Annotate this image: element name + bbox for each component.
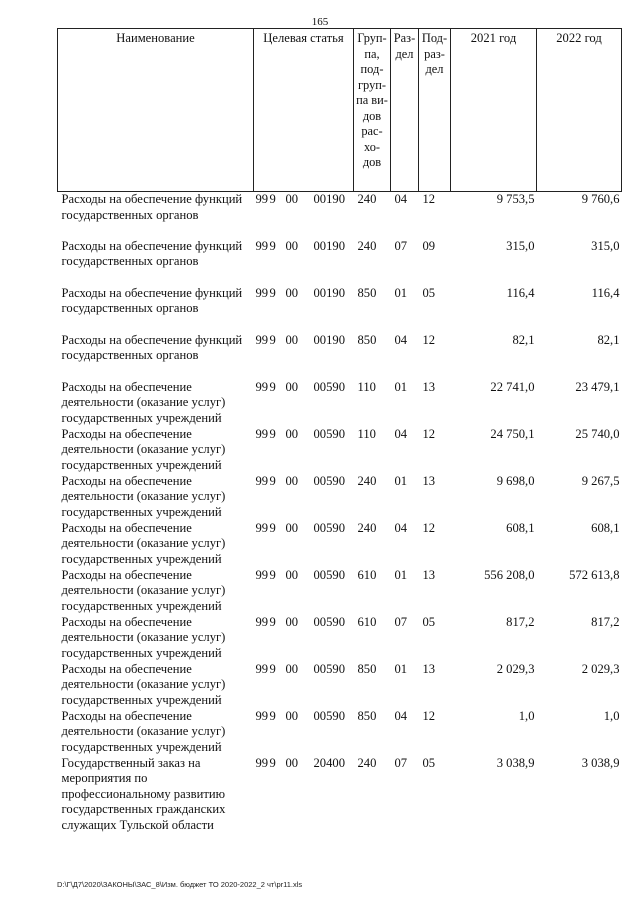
row-target-article [254, 568, 354, 615]
target-article-part: 00190 [313, 192, 345, 206]
target-article-part: 9 [269, 473, 276, 488]
row-subsection: 05 [422, 614, 436, 629]
target-article-part: 9 [269, 520, 276, 535]
target-article-part: 00 [285, 473, 299, 488]
row-target-article [254, 427, 354, 474]
target-article-part: 00 [285, 520, 299, 535]
target-article-part: 99 [255, 520, 269, 535]
target-article-part: 9 [269, 567, 276, 582]
row-target-article [254, 239, 354, 286]
table-row [58, 615, 622, 662]
target-article-part: 00190 [313, 285, 345, 300]
row-amount-2022: 315,0 [591, 238, 620, 253]
row-target-article [254, 333, 354, 380]
target-article-part: 9 [269, 426, 276, 441]
row-section: 01 [394, 567, 408, 582]
target-article-part: 9 [269, 192, 276, 206]
target-article-part: 9 [269, 332, 276, 347]
row-target-article [254, 709, 354, 756]
budget-table [57, 28, 622, 836]
row-amount-2022: 9 267,5 [581, 473, 620, 488]
table-row [58, 333, 622, 380]
target-article-part: 00 [285, 238, 299, 253]
row-amount-2022: 2 029,3 [581, 661, 620, 676]
row-subsection: 12 [422, 520, 436, 535]
target-article-part: 00590 [313, 426, 345, 441]
row-amount-2021: 556 208,0 [484, 567, 535, 582]
row-section: 04 [394, 708, 408, 723]
row-amount-2021: 1,0 [518, 708, 535, 723]
row-name: Расходы на обеспечение деятельности (оказание услуг) государственных учреждений [61, 426, 226, 472]
row-target-article [254, 192, 354, 239]
header-year-2021: 2021 год [451, 29, 537, 192]
row-amount-2022: 1,0 [603, 708, 620, 723]
header-subsection: Под-раз-дел [419, 29, 451, 192]
target-article-part: 9 [269, 285, 276, 300]
row-amount-2021: 315,0 [506, 238, 535, 253]
file-path-footer: D:\Г\Д7\2020\ЗАКОНЫ\ЗАС_8\Изм. бюджет ТО 2020-2022_2 чт\pr11.xls [57, 880, 303, 889]
row-name: Расходы на обеспечение функций государственных органов [61, 238, 243, 268]
target-article-part: 00590 [313, 473, 345, 488]
row-target-article [254, 756, 354, 836]
table-header-row [58, 29, 622, 192]
row-amount-2022: 25 740,0 [575, 426, 620, 441]
target-article-part: 20400 [313, 755, 345, 770]
target-article-part: 00590 [313, 708, 345, 723]
page-number: 165 [311, 16, 329, 28]
row-expense-group: 610 [357, 567, 377, 582]
row-name: Государственный заказ на мероприятия по профессиональному развитию государственных гражданских служащих Тульской области [61, 755, 226, 832]
row-section: 04 [394, 426, 408, 441]
row-name: Расходы на обеспечение деятельности (оказание услуг) государственных учреждений [61, 614, 226, 660]
row-section: 01 [394, 661, 408, 676]
row-name: Расходы на обеспечение деятельности (оказание услуг) государственных учреждений [61, 473, 226, 519]
row-subsection: 13 [422, 379, 436, 394]
row-expense-group: 850 [357, 708, 377, 723]
header-expense-group-text: Груп-па, под-груп-па ви-дов рас-хо-дов [356, 31, 388, 169]
row-section: 04 [394, 332, 408, 347]
row-expense-group: 240 [357, 192, 377, 206]
table-row [58, 427, 622, 474]
target-article-part: 00590 [313, 520, 345, 535]
header-name: Наименование [58, 29, 254, 192]
row-amount-2022: 572 613,8 [569, 567, 620, 582]
row-amount-2021: 82,1 [512, 332, 535, 347]
table-body [58, 192, 622, 836]
table-row [58, 239, 622, 286]
table-row [58, 474, 622, 521]
table-row [58, 709, 622, 756]
header-expense-group [354, 29, 391, 192]
header-year-2022: 2022 год [537, 29, 622, 192]
target-article-part: 00590 [313, 379, 345, 394]
row-name: Расходы на обеспечение деятельности (оказание услуг) государственных учреждений [61, 708, 226, 754]
row-expense-group: 850 [357, 661, 377, 676]
target-article-part: 9 [269, 379, 276, 394]
target-article-part: 00 [285, 332, 299, 347]
row-section: 01 [394, 379, 408, 394]
target-article-part: 00 [285, 379, 299, 394]
row-amount-2022: 9 760,6 [581, 192, 620, 206]
target-article-part: 9 [269, 614, 276, 629]
row-name: Расходы на обеспечение деятельности (оказание услуг) государственных учреждений [61, 379, 226, 425]
target-article-part: 99 [255, 379, 269, 394]
target-article-part: 99 [255, 332, 269, 347]
row-target-article [254, 286, 354, 333]
target-article-part: 99 [255, 567, 269, 582]
row-amount-2022: 82,1 [597, 332, 620, 347]
target-article-part: 00590 [313, 614, 345, 629]
row-amount-2021: 24 750,1 [490, 426, 535, 441]
row-expense-group: 240 [357, 473, 377, 488]
row-expense-group: 110 [357, 426, 376, 441]
row-section: 07 [394, 614, 408, 629]
header-section: Раз-дел [391, 29, 419, 192]
row-section: 04 [394, 192, 408, 206]
row-amount-2021: 608,1 [506, 520, 535, 535]
row-amount-2022: 817,2 [591, 614, 620, 629]
row-name: Расходы на обеспечение деятельности (оказание услуг) государственных учреждений [61, 520, 226, 566]
target-article-part: 99 [255, 426, 269, 441]
table-row [58, 286, 622, 333]
target-article-part: 99 [255, 614, 269, 629]
row-amount-2022: 23 479,1 [575, 379, 620, 394]
target-article-part: 00190 [313, 332, 345, 347]
row-expense-group: 240 [357, 238, 377, 253]
row-subsection: 05 [422, 285, 436, 300]
row-section: 07 [394, 238, 408, 253]
row-amount-2021: 22 741,0 [490, 379, 535, 394]
row-amount-2022: 608,1 [591, 520, 620, 535]
target-article-part: 00590 [313, 661, 345, 676]
row-amount-2021: 9 698,0 [496, 473, 535, 488]
row-subsection: 05 [422, 755, 436, 770]
row-name: Расходы на обеспечение деятельности (оказание услуг) государственных учреждений [61, 567, 226, 613]
target-article-part: 00 [285, 192, 299, 206]
row-subsection: 13 [422, 567, 436, 582]
target-article-part: 99 [255, 755, 269, 770]
target-article-part: 99 [255, 238, 269, 253]
row-section: 04 [394, 520, 408, 535]
target-article-part: 99 [255, 473, 269, 488]
row-expense-group: 850 [357, 332, 377, 347]
row-section: 07 [394, 755, 408, 770]
row-section: 01 [394, 473, 408, 488]
target-article-part: 9 [269, 661, 276, 676]
header-target-article: Целевая статья [254, 29, 354, 192]
target-article-part: 00 [285, 661, 299, 676]
row-expense-group: 240 [357, 520, 377, 535]
row-subsection: 13 [422, 473, 436, 488]
target-article-part: 00 [285, 755, 299, 770]
row-target-article [254, 662, 354, 709]
table-row [58, 380, 622, 427]
row-target-article [254, 380, 354, 427]
row-amount-2021: 116,4 [506, 285, 535, 300]
row-amount-2021: 2 029,3 [496, 661, 535, 676]
row-amount-2022: 116,4 [591, 285, 620, 300]
target-article-part: 00190 [313, 238, 345, 253]
target-article-part: 00 [285, 708, 299, 723]
row-amount-2021: 9 753,5 [496, 192, 535, 206]
row-expense-group: 240 [357, 755, 377, 770]
row-name: Расходы на обеспечение деятельности (оказание услуг) государственных учреждений [61, 661, 226, 707]
row-target-article [254, 474, 354, 521]
target-article-part: 00 [285, 426, 299, 441]
row-amount-2021: 3 038,9 [496, 755, 535, 770]
row-subsection: 12 [422, 332, 436, 347]
row-name: Расходы на обеспечение функций государственных органов [61, 192, 243, 222]
target-article-part: 9 [269, 755, 276, 770]
row-amount-2022: 3 038,9 [581, 755, 620, 770]
row-target-article [254, 615, 354, 662]
table-row [58, 662, 622, 709]
row-subsection: 09 [422, 238, 436, 253]
target-article-part: 00 [285, 567, 299, 582]
row-section: 01 [394, 285, 408, 300]
row-name: Расходы на обеспечение функций государственных органов [61, 285, 243, 315]
target-article-part: 99 [255, 285, 269, 300]
row-expense-group: 850 [357, 285, 377, 300]
table-row [58, 568, 622, 615]
row-amount-2021: 817,2 [506, 614, 535, 629]
row-subsection: 13 [422, 661, 436, 676]
table-row [58, 521, 622, 568]
target-article-part: 00590 [313, 567, 345, 582]
table-row [58, 192, 622, 239]
row-target-article [254, 521, 354, 568]
target-article-part: 99 [255, 708, 269, 723]
target-article-part: 9 [269, 238, 276, 253]
row-name: Расходы на обеспечение функций государственных органов [61, 332, 243, 362]
row-expense-group: 110 [357, 379, 376, 394]
table-row [58, 756, 622, 836]
target-article-part: 00 [285, 614, 299, 629]
target-article-part: 99 [255, 661, 269, 676]
target-article-part: 99 [255, 192, 269, 206]
row-subsection: 12 [422, 708, 436, 723]
row-subsection: 12 [422, 426, 436, 441]
row-subsection: 12 [422, 192, 436, 206]
row-expense-group: 610 [357, 614, 377, 629]
target-article-part: 00 [285, 285, 299, 300]
target-article-part: 9 [269, 708, 276, 723]
